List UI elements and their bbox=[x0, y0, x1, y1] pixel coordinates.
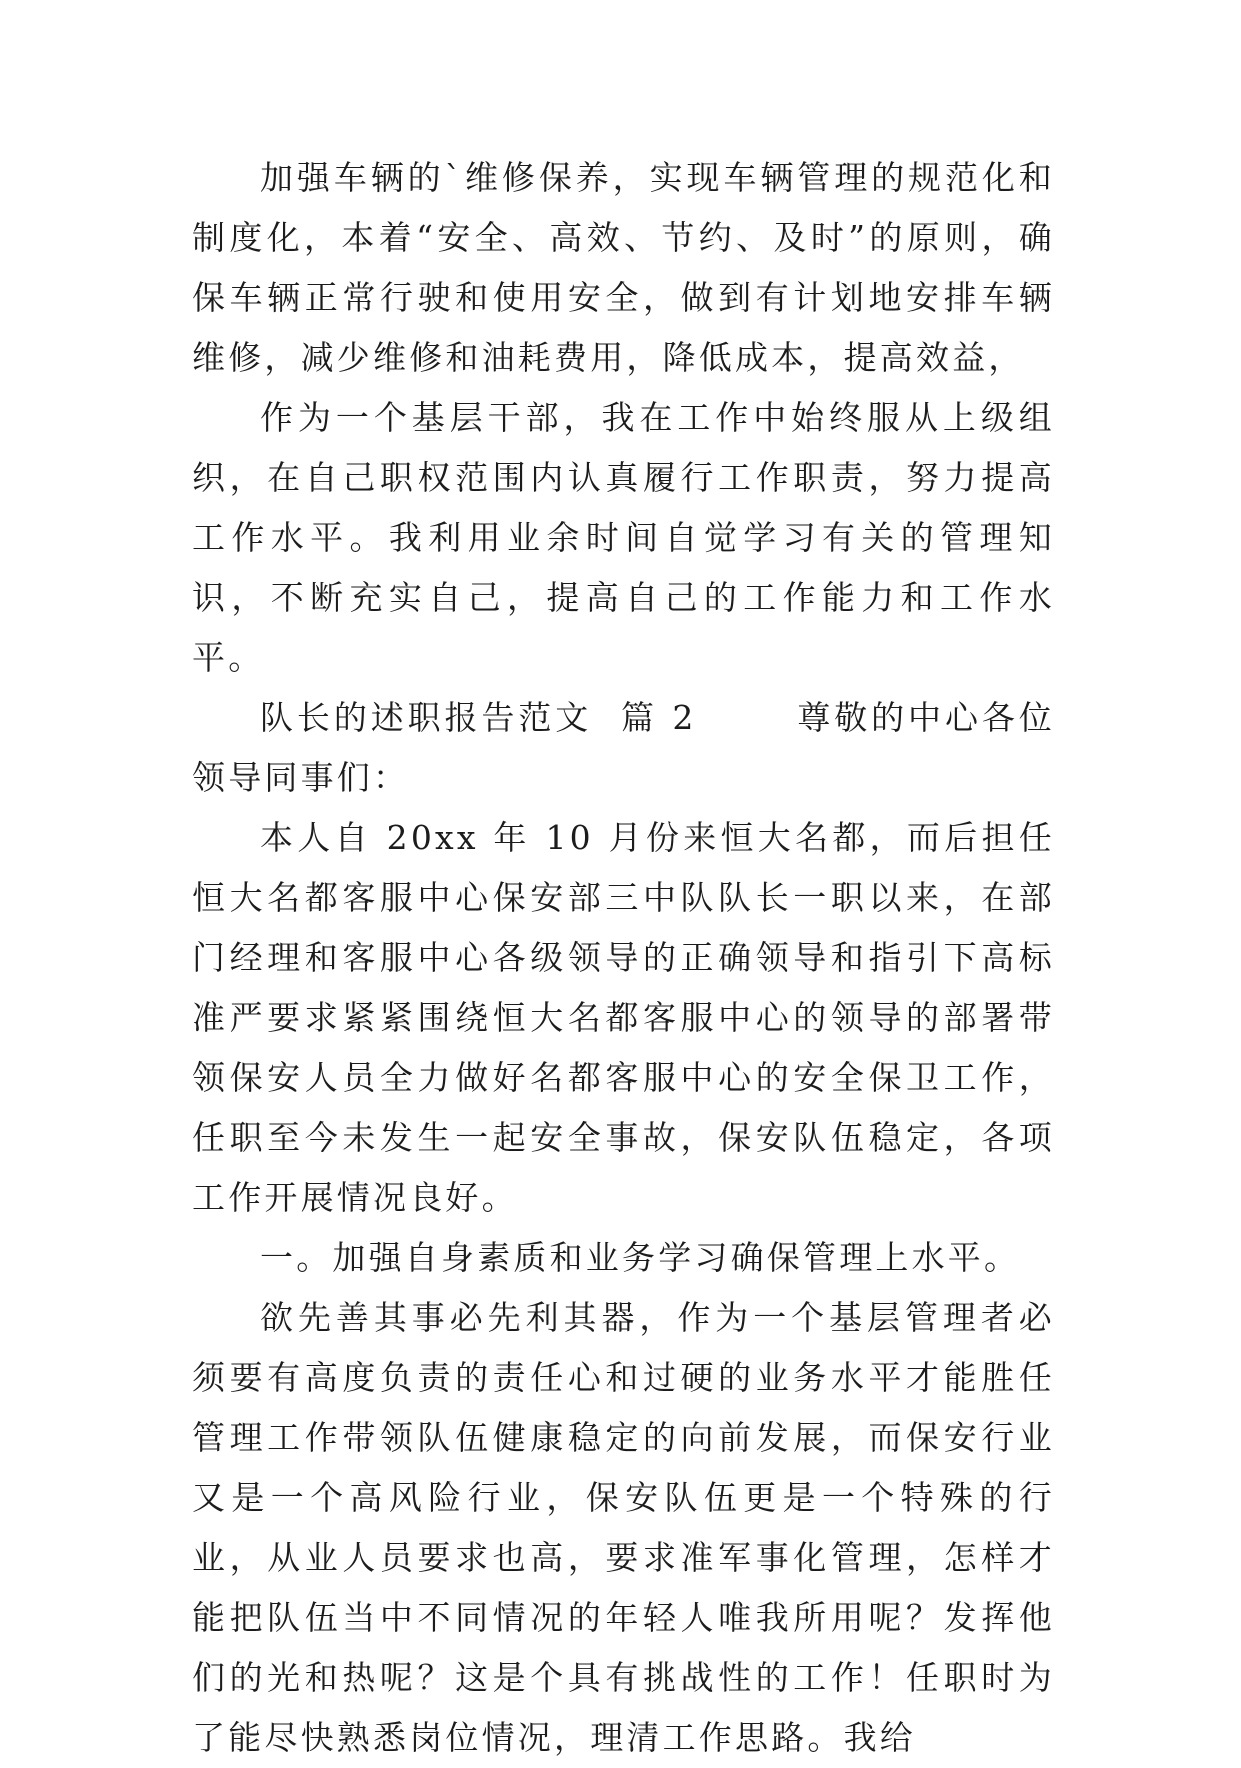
document-body bbox=[192, 148, 1055, 1768]
section-heading-one: 一。加强自身素质和业务学习确保管理上水平。 bbox=[260, 1238, 1021, 1277]
paragraph-report-title-salutation: 队长的述职报告范文 篇 2 尊敬的中心各位领导同事们： bbox=[192, 698, 1055, 797]
paragraph-self-introduction: 本人自 20xx 年 10 月份来恒大名都，而后担任恒大名都客服中心保安部三中队队长一职以来，在部门经理和客服中心各级领导的正确领导和指引下高标准严要求紧紧围绕恒大名都客服中心的领导的部署带领保安人员全力做好名都客服中心的安全保卫工作，任职至今未发生一起安全事故，保安队伍稳定，各项工作开展情况良好。 bbox=[192, 818, 1055, 1217]
paragraph-grassroots-cadre: 作为一个基层干部，我在工作中始终服从上级组织，在自己职权范围内认真履行工作职责，努力提高工作水平。我利用业余时间自觉学习有关的管理知识，不断充实自己，提高自己的工作能力和工作水平。 bbox=[192, 398, 1055, 677]
paragraph-vehicle-maintenance: 加强车辆的`维修保养，实现车辆管理的规范化和制度化，本着“安全、高效、节约、及时”的原则，确保车辆正常行驶和使用安全，做到有计划地安排车辆维修，减少维修和油耗费用，降低成本，提高效益， bbox=[192, 158, 1055, 377]
paragraph-management-challenge: 欲先善其事必先利其器，作为一个基层管理者必须要有高度负责的责任心和过硬的业务水平才能胜任管理工作带领队伍健康稳定的向前发展，而保安行业又是一个高风险行业，保安队伍更是一个特殊的行业，从业人员要求也高，要求准军事化管理，怎样才能把队伍当中不同情况的年轻人唯我所用呢？发挥他们的光和热呢？这是个具有挑战性的工作！任职时为了能尽快熟悉岗位情况，理清工作思路。我给 bbox=[192, 1298, 1055, 1757]
